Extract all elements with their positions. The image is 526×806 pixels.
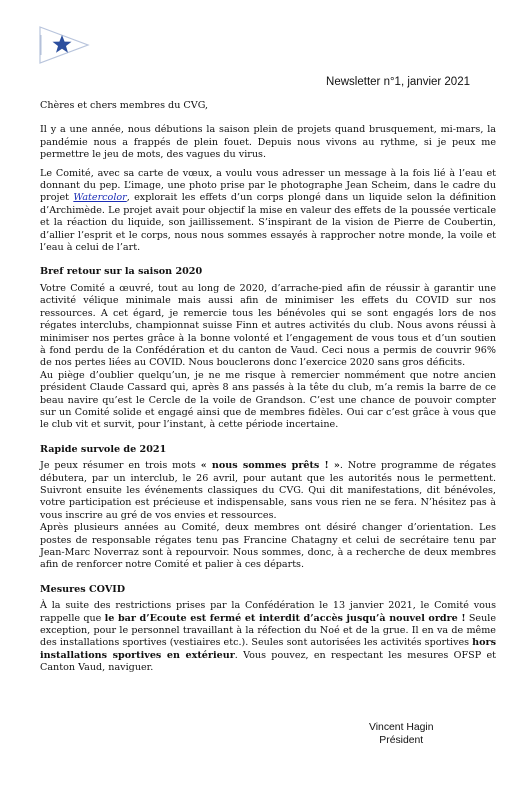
section-2020-paragraph-1: Votre Comité a œuvré, tout au long de 2020, d’arrache-pied afin de réussir à garantir une activité vélique minimale mais aussi afin de minimiser les effets du COVID sur nos ressources. A cet égard, je remercie tous les bénévoles qui se sont engagés lors de nos régates interclubs, championnat suisse Finn et autres activités du club. Nous avons réussi à minimiser nos pertes grâce à la bonne volonté et l’engagement de vous tous et d’un soutien à fond perdu de la Confédération et du canton de Vaud. Ceci nous a permis de couvrir 96% de nos pertes liées au COVID. Nous bouclerons donc l’exercice 2020 sans gros déficits. [40, 282, 496, 369]
signature-name: Vincent Hagin [369, 722, 434, 733]
greeting: Chères et chers membres du CVG, [40, 100, 209, 111]
section-title-2021: Rapide survole de 2021 [40, 443, 167, 455]
section-covid-paragraph: À la suite des restrictions prises par la Confédération le 13 janvier 2021, le Comité vous rappelle que le bar d’Ecoute est fermé et interdit d’accès jusqu’à nouvel ordre ! Seule exception, pour le personnel travaillant à la réfection du Noé et de la grue. Il en va de même des installations sportives (vestiaires etc.). Seules sont autorisées les activités sportives hors installations sportives en extérieur. Vous pouvez, en respectant les mesures OFSP et Canton Vaud, naviguer. [40, 600, 497, 674]
signature [369, 722, 434, 747]
section-2020-paragraph-2: Au piège d’oublier quelqu’un, je ne me risque à remercier nommément que notre ancien président Claude Cassard qui, après 8 ans passés à la tête du club, m’a remis la barre de ce beau navire qu’est le Cercle de la voile de Grandson. C’est une chance de pouvoir compter sur un Comité solide et engagé ainsi que de membres fidèles. Oui car c’est grâce à vous que le club vit et survit, pour l’instant, à cette période incertaine. [40, 369, 496, 431]
intro-paragraph-1: Il y a une année, nous débutions la saison plein de projets quand brusquement, mi-mars, la pandémie nous a frappés de plein fouet. Depuis nous vivons au rythme, si je peux me permettre le jeu de mots, des vagues du virus. [40, 124, 496, 161]
letter-body [40, 100, 496, 675]
watercolor-link[interactable]: Watercolor [73, 192, 127, 204]
section-2021-paragraph-2: Après plusieurs années au Comité, deux membres ont désiré changer d’orientation. Les postes de responsable régates tenu pas Francine Chatagny et celui de secrétaire tenu par Jean-Marc Noverraz sont à repourvoir. Nous sommes, donc, à a recherche de deux membres afin de renforcer notre Comité et palier à ces départs. [40, 522, 496, 571]
signature-role: Président [379, 734, 424, 746]
section-title-2020: Bref retour sur la saison 2020 [40, 266, 203, 278]
newsletter-heading: Newsletter n°1, janvier 2021 [326, 76, 470, 88]
intro-paragraph-2: Le Comité, avec sa carte de vœux, a voulu vous adresser un message à la fois lié à l’eau et donnant du pep. L’image, une photo prise par le photographe Jean Scheim, dans le cadre du projet Watercolor, explorait les effets d’un corps plongé dans un liquide selon la définition d’Archimède. Le projet avait pour objectif la mise en valeur des effets de la poussée verticale et la réaction du liquide, son jaillissement. S’inspirant de la vision de Pierre de Coubertin, d’allier l’esprit et le corps, nous nous sommes essayés à rapprocher notre monde, la voile et l’eau à celui de l’art. [40, 167, 496, 254]
cvg-pennant-logo [38, 25, 90, 65]
section-title-covid: Mesures COVID [40, 583, 126, 595]
section-2021-paragraph-1: Je peux résumer en trois mots « nous sommes prêts ! ». Notre programme de régates débutera, par un interclub, le 26 avril, pour autant que les autorités nous le permettent. Suivront ensuite les événements classiques du CVG. Qui dit manifestations, dit bénévoles, votre participation est précieuse et indispensable, sans vous rien ne se fera. N’hésitez pas à vous inscrire au gré de vos envies et ressources. [40, 460, 496, 521]
